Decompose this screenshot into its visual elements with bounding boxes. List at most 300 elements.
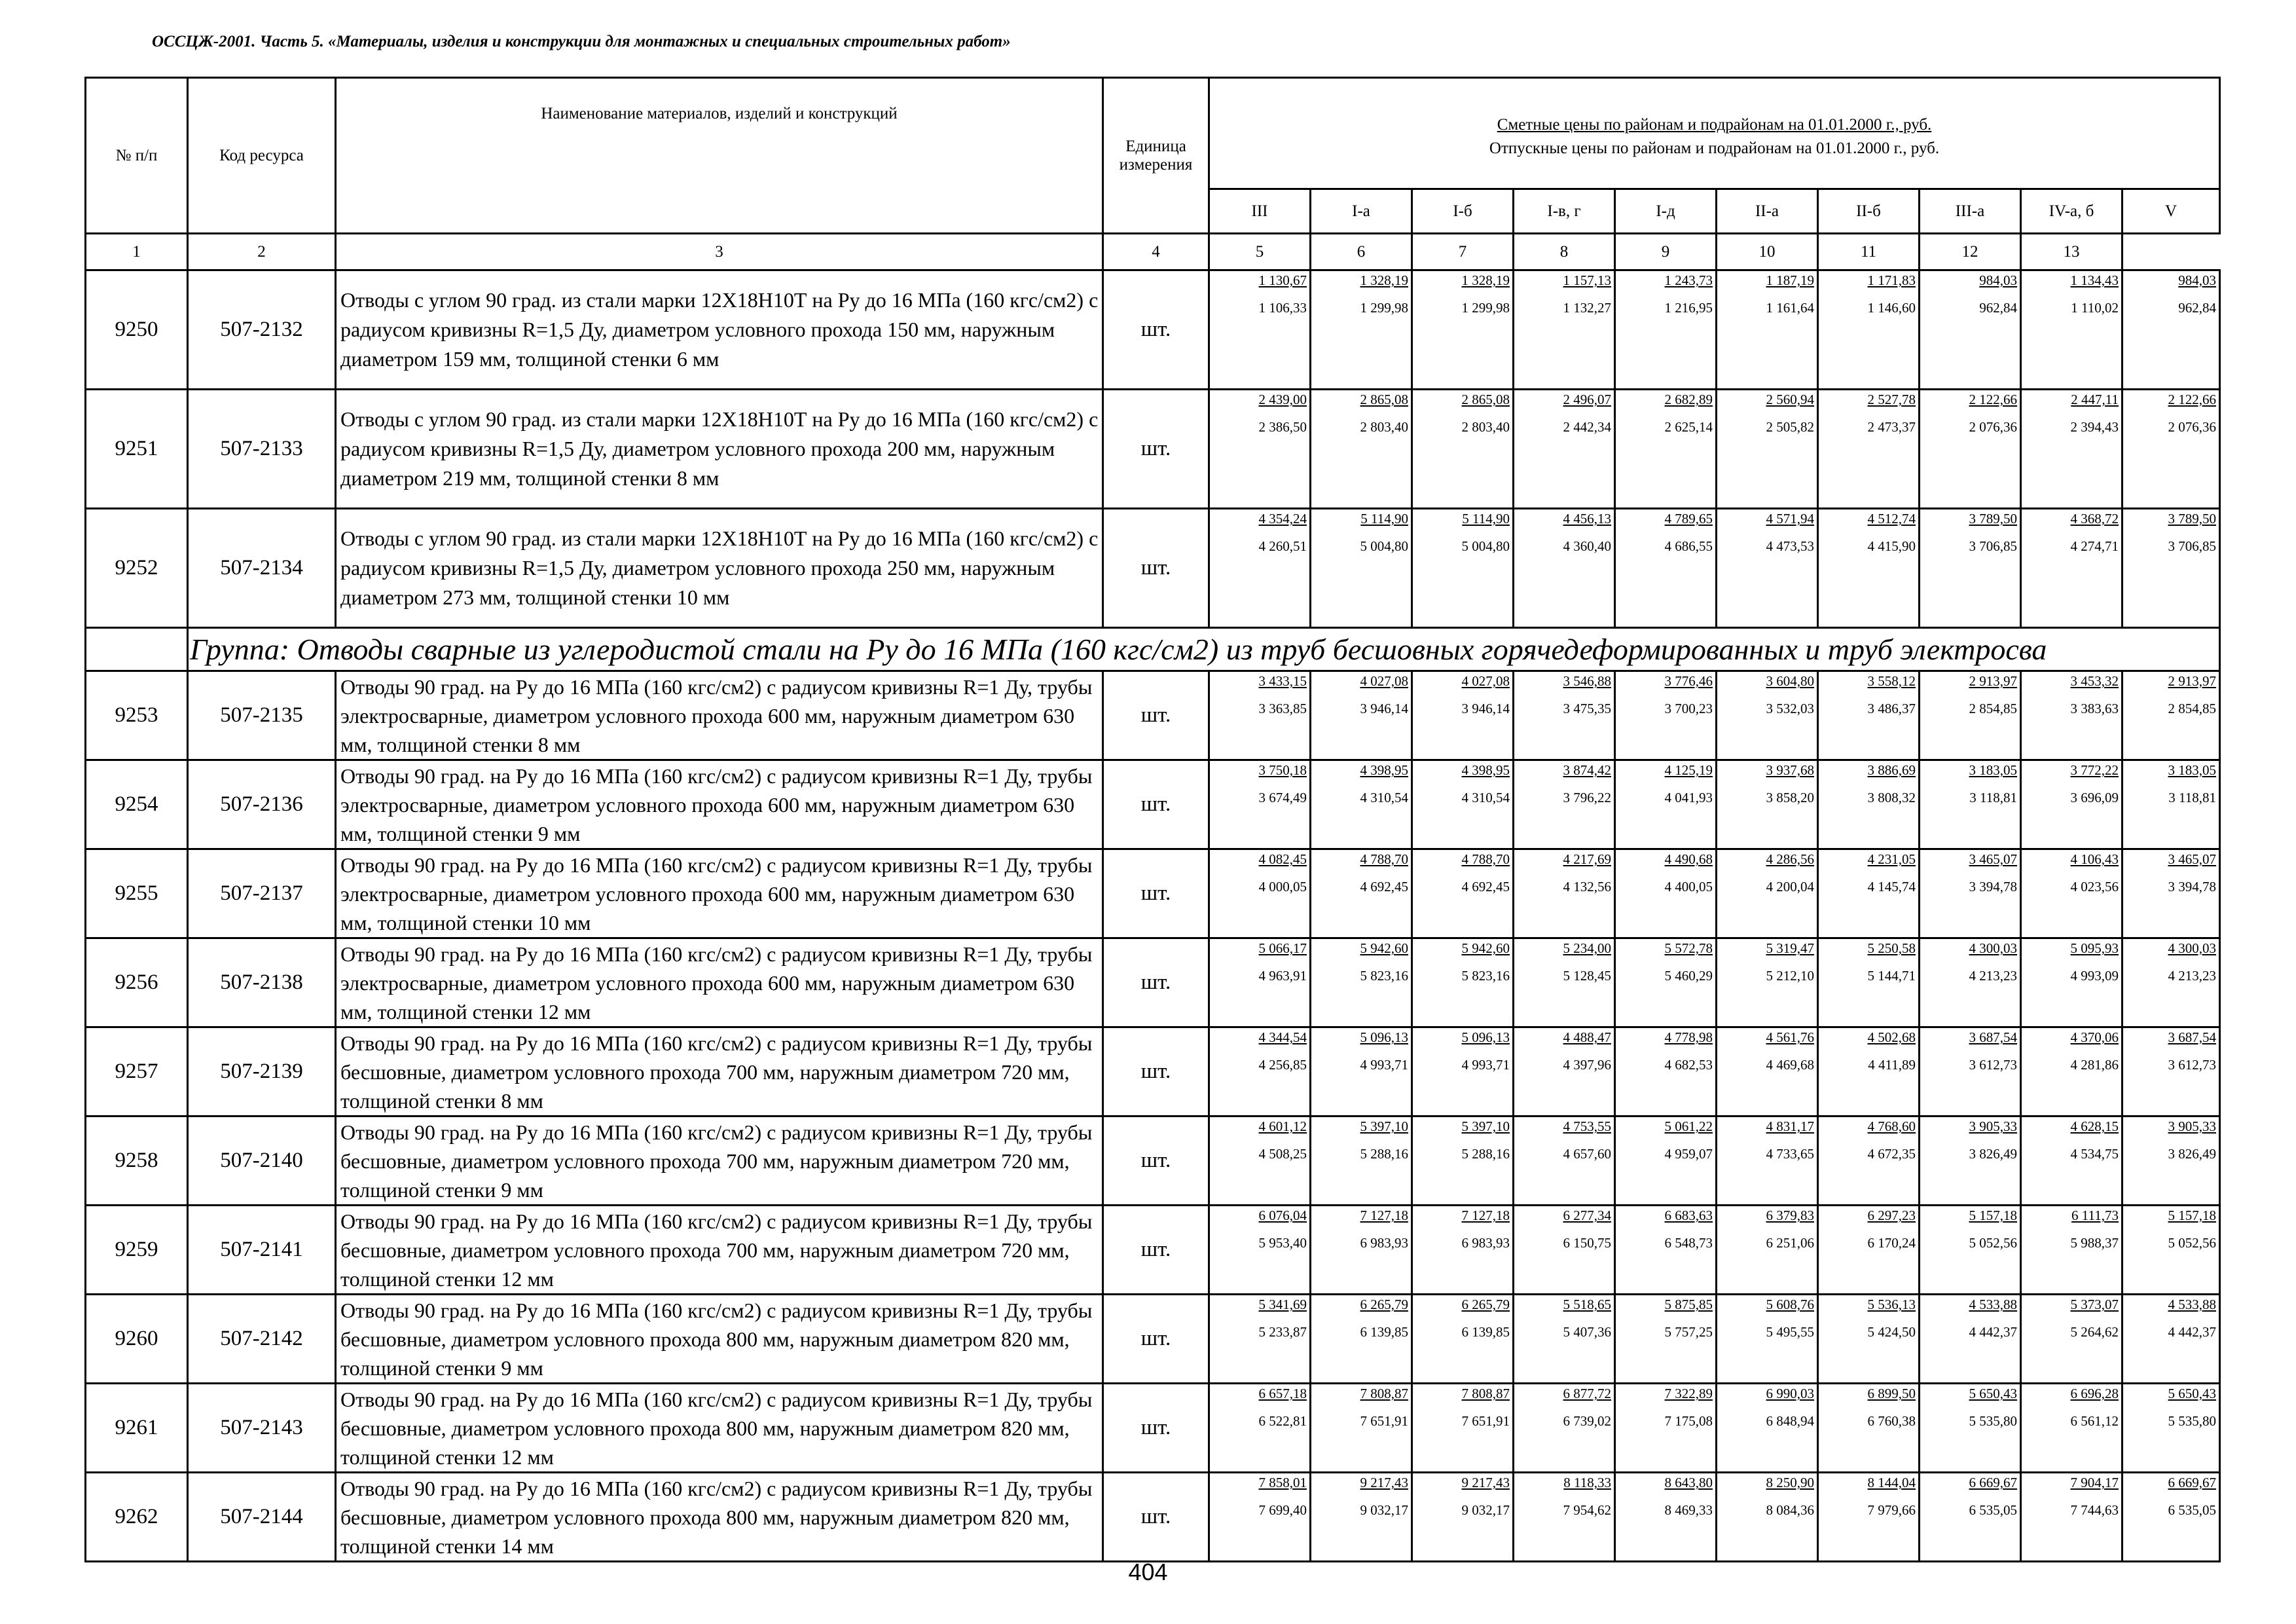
- price-cell: [1209, 1384, 1311, 1473]
- table-row: [86, 849, 2220, 938]
- release-price: 3 612,73: [1969, 1057, 2017, 1073]
- release-price: 4 682,53: [1664, 1057, 1713, 1073]
- price-cell: [1209, 938, 1311, 1027]
- estimated-price: 4 027,08: [1360, 673, 1408, 689]
- estimated-price: 4 125,19: [1664, 762, 1713, 778]
- region-header: I-д: [1615, 189, 1717, 234]
- estimated-price: 984,03: [2178, 272, 2217, 288]
- price-cell: [1412, 390, 1514, 509]
- release-price: 4 213,23: [1969, 968, 2017, 984]
- price-cell: [1615, 849, 1717, 938]
- release-price: 6 170,24: [1867, 1235, 1916, 1251]
- release-price: 1 132,27: [1563, 300, 1611, 316]
- estimated-price: 5 373,07: [2070, 1297, 2119, 1312]
- estimated-price: 6 899,50: [1867, 1386, 1916, 1401]
- column-number-row: [86, 234, 2220, 270]
- table-row: [86, 390, 2220, 509]
- price-cell: [1209, 760, 1311, 849]
- price-cell: [1209, 671, 1311, 760]
- unit-of-measure: шт.: [1103, 1295, 1209, 1384]
- estimated-price: 3 453,32: [2070, 673, 2119, 689]
- price-cell: [2123, 938, 2220, 1027]
- release-price: 6 139,85: [1461, 1324, 1510, 1340]
- column-number: 9: [1615, 234, 1717, 270]
- release-price: 6 561,12: [2070, 1413, 2119, 1429]
- material-name: Отводы 90 град. на Ру до 16 МПа (160 кгс/см2) с радиусом кривизны R=1 Ду, трубы электросварные, диаметром условного прохода 600 мм, наружным диаметром 630 мм, толщиной стенки 9 мм: [336, 760, 1103, 849]
- release-price: 2 473,37: [1867, 419, 1916, 435]
- release-price: 1 299,98: [1360, 300, 1408, 316]
- unit-of-measure: шт.: [1103, 1206, 1209, 1295]
- release-price: 4 281,86: [2070, 1057, 2119, 1073]
- estimated-price: 4 571,94: [1766, 511, 1814, 526]
- table-row: [86, 1384, 2220, 1473]
- col-header-unit: Единица измерения: [1103, 78, 1209, 234]
- resource-code: 507-2136: [188, 760, 336, 849]
- estimated-price: 2 496,07: [1563, 392, 1611, 407]
- price-cell: [1412, 671, 1514, 760]
- release-price: 1 161,64: [1766, 300, 1814, 316]
- estimated-price: 3 750,18: [1258, 762, 1307, 778]
- estimated-price: 4 106,43: [2070, 851, 2119, 867]
- price-cell: [1717, 849, 1818, 938]
- price-cell: [1818, 849, 1920, 938]
- release-price: 3 383,63: [2070, 701, 2119, 716]
- estimated-price: 3 772,22: [2070, 762, 2119, 778]
- price-cell: [1514, 1384, 1615, 1473]
- price-cell: [1920, 1027, 2021, 1116]
- release-price: 5 424,50: [1867, 1324, 1916, 1340]
- estimated-price: 6 669,67: [1969, 1475, 2017, 1490]
- price-cell: [1514, 760, 1615, 849]
- resource-code: 507-2133: [188, 390, 336, 509]
- estimated-price: 6 265,79: [1360, 1297, 1408, 1312]
- release-price: 4 993,09: [2070, 968, 2119, 984]
- price-cell: [1311, 1116, 1412, 1206]
- region-header: V: [2123, 189, 2220, 234]
- release-price: 3 118,81: [2168, 790, 2217, 805]
- release-price: 3 532,03: [1766, 701, 1814, 716]
- price-cell: [2021, 938, 2123, 1027]
- price-cell: [1311, 1473, 1412, 1562]
- estimated-price: 1 171,83: [1867, 272, 1916, 288]
- region-header: III-а: [1920, 189, 2021, 234]
- release-price: 5 004,80: [1461, 538, 1510, 554]
- release-price: 3 706,85: [2168, 538, 2217, 554]
- price-cell: [1717, 1206, 1818, 1295]
- price-cell: [2021, 671, 2123, 760]
- region-header: I-в, г: [1514, 189, 1615, 234]
- price-cell: [1311, 1295, 1412, 1384]
- price-cell: [1818, 1206, 1920, 1295]
- release-price: 4 692,45: [1360, 879, 1408, 895]
- price-cell: [1514, 938, 1615, 1027]
- price-cell: [1717, 509, 1818, 628]
- estimated-price: 7 858,01: [1258, 1475, 1307, 1490]
- price-cell: [1514, 1116, 1615, 1206]
- price-cell: [2021, 1384, 2123, 1473]
- release-price: 4 686,55: [1664, 538, 1713, 554]
- price-cell: [1514, 671, 1615, 760]
- price-cell: [1311, 509, 1412, 628]
- price-cell: [1818, 671, 1920, 760]
- resource-code: 507-2140: [188, 1116, 336, 1206]
- estimated-price: 9 217,43: [1360, 1475, 1408, 1490]
- release-price: 1 106,33: [1258, 300, 1307, 316]
- price-cell: [1818, 509, 1920, 628]
- estimated-price: 2 447,11: [2071, 392, 2119, 407]
- price-cell: [1311, 671, 1412, 760]
- release-price: 4 508,25: [1258, 1146, 1307, 1162]
- release-price: 3 394,78: [1969, 879, 2017, 895]
- price-cell: [1818, 1295, 1920, 1384]
- row-number: 9250: [86, 270, 188, 390]
- estimated-price: 6 657,18: [1258, 1386, 1307, 1401]
- price-cell: [2021, 270, 2123, 390]
- estimated-price: 2 913,97: [2168, 673, 2217, 689]
- estimated-price: 4 344,54: [1258, 1029, 1307, 1045]
- estimated-price: 5 157,18: [1969, 1208, 2017, 1223]
- price-cell: [2123, 671, 2220, 760]
- estimated-price: 4 789,65: [1664, 511, 1713, 526]
- estimated-price: 6 990,03: [1766, 1386, 1814, 1401]
- material-name: Отводы 90 град. на Ру до 16 МПа (160 кгс/см2) с радиусом кривизны R=1 Ду, трубы бесшовные, диаметром условного прохода 800 мм, наружным диаметром 820 мм, толщиной стенки 12 мм: [336, 1384, 1103, 1473]
- price-cell: [1818, 1116, 1920, 1206]
- release-price: 7 744,63: [2070, 1502, 2119, 1518]
- region-header: III: [1209, 189, 1311, 234]
- estimated-price: 4 286,56: [1766, 851, 1814, 867]
- estimated-price: 5 234,00: [1563, 940, 1611, 956]
- release-price: 2 505,82: [1766, 419, 1814, 435]
- price-cell: [2021, 509, 2123, 628]
- release-price: 3 394,78: [2168, 879, 2217, 895]
- price-cell: [2123, 1116, 2220, 1206]
- unit-of-measure: шт.: [1103, 390, 1209, 509]
- col-header-name: Наименование материалов, изделий и конструкций: [336, 78, 1103, 234]
- release-price: 2 076,36: [2168, 419, 2217, 435]
- price-cell: [1615, 1473, 1717, 1562]
- price-cell: [1412, 509, 1514, 628]
- estimated-price: 1 328,19: [1360, 272, 1408, 288]
- price-cell: [2123, 1027, 2220, 1116]
- group-row: [86, 628, 2220, 671]
- estimated-price: 5 157,18: [2168, 1208, 2217, 1223]
- table-row: [86, 1206, 2220, 1295]
- estimated-price: 4 231,05: [1867, 851, 1916, 867]
- price-cell: [1311, 1027, 1412, 1116]
- price-cell: [2123, 509, 2220, 628]
- material-name: Отводы 90 град. на Ру до 16 МПа (160 кгс/см2) с радиусом кривизны R=1 Ду, трубы бесшовные, диаметром условного прохода 700 мм, наружным диаметром 720 мм, толщиной стенки 9 мм: [336, 1116, 1103, 1206]
- price-cell: [1514, 390, 1615, 509]
- price-cell: [1615, 1384, 1717, 1473]
- row-number: 9251: [86, 390, 188, 509]
- price-cell: [1311, 1206, 1412, 1295]
- price-cell: [1920, 760, 2021, 849]
- release-price: 5 144,71: [1867, 968, 1916, 984]
- estimated-price: 4 398,95: [1360, 762, 1408, 778]
- column-number: 1: [86, 234, 188, 270]
- release-price: 9 032,17: [1461, 1502, 1510, 1518]
- material-name: Отводы 90 град. на Ру до 16 МПа (160 кгс/см2) с радиусом кривизны R=1 Ду, трубы бесшовные, диаметром условного прохода 800 мм, наружным диаметром 820 мм, толщиной стенки 9 мм: [336, 1295, 1103, 1384]
- price-cell: [2123, 760, 2220, 849]
- release-price: 7 651,91: [1461, 1413, 1510, 1429]
- col-header-code: Код ресурса: [188, 78, 336, 234]
- price-cell: [1514, 509, 1615, 628]
- column-number: 12: [1920, 234, 2021, 270]
- price-cell: [1615, 938, 1717, 1027]
- release-price: 2 442,34: [1563, 419, 1611, 435]
- prices-release-label: Отпускные цены по районам и подрайонам на 01.01.2000 г., руб.: [1489, 139, 1940, 157]
- price-cell: [2021, 1473, 2123, 1562]
- release-price: 1 110,02: [2071, 300, 2119, 316]
- release-price: 5 052,56: [2168, 1235, 2217, 1251]
- estimated-price: 7 322,89: [1664, 1386, 1713, 1401]
- price-cell: [1920, 849, 2021, 938]
- material-name: Отводы 90 град. на Ру до 16 МПа (160 кгс/см2) с радиусом кривизны R=1 Ду, трубы электросварные, диаметром условного прохода 600 мм, наружным диаметром 630 мм, толщиной стенки 8 мм: [336, 671, 1103, 760]
- prices-estimated-label: Сметные цены по районам и подрайонам на 01.01.2000 г., руб.: [1497, 115, 1932, 134]
- price-cell: [1311, 390, 1412, 509]
- release-price: 4 469,68: [1766, 1057, 1814, 1073]
- price-cell: [1818, 1473, 1920, 1562]
- price-cell: [1311, 938, 1412, 1027]
- estimated-price: 2 122,66: [2168, 392, 2217, 407]
- estimated-price: 2 122,66: [1969, 392, 2017, 407]
- release-price: 4 959,07: [1664, 1146, 1713, 1162]
- price-cell: [1209, 1206, 1311, 1295]
- release-price: 4 400,05: [1664, 879, 1713, 895]
- estimated-price: 4 601,12: [1258, 1118, 1307, 1134]
- release-price: 5 212,10: [1766, 968, 1814, 984]
- release-price: 2 854,85: [2168, 701, 2217, 716]
- estimated-price: 4 456,13: [1563, 511, 1611, 526]
- column-number: 3: [336, 234, 1103, 270]
- release-price: 5 953,40: [1258, 1235, 1307, 1251]
- resource-code: 507-2135: [188, 671, 336, 760]
- price-table: [84, 77, 2221, 1562]
- release-price: 5 823,16: [1360, 968, 1408, 984]
- estimated-price: 4 628,15: [2070, 1118, 2119, 1134]
- release-price: 6 548,73: [1664, 1235, 1713, 1251]
- release-price: 3 796,22: [1563, 790, 1611, 805]
- release-price: 4 132,56: [1563, 879, 1611, 895]
- resource-code: 507-2137: [188, 849, 336, 938]
- release-price: 1 216,95: [1664, 300, 1713, 316]
- price-cell: [1311, 849, 1412, 938]
- price-cell: [1920, 938, 2021, 1027]
- col-header-num: № п/п: [86, 78, 188, 234]
- estimated-price: 4 788,70: [1360, 851, 1408, 867]
- price-cell: [1514, 849, 1615, 938]
- price-cell: [1920, 509, 2021, 628]
- release-price: 3 486,37: [1867, 701, 1916, 716]
- release-price: 3 118,81: [1969, 790, 2017, 805]
- estimated-price: 6 277,34: [1563, 1208, 1611, 1223]
- price-cell: [1920, 671, 2021, 760]
- release-price: 4 200,04: [1766, 879, 1814, 895]
- estimated-price: 3 776,46: [1664, 673, 1713, 689]
- price-cell: [2021, 1116, 2123, 1206]
- release-price: 2 803,40: [1360, 419, 1408, 435]
- estimated-price: 4 490,68: [1664, 851, 1713, 867]
- material-name: Отводы с углом 90 град. из стали марки 12Х18Н10Т на Ру до 16 МПа (160 кгс/см2) с радиусом кривизны R=1,5 Ду, диаметром условного прохода 200 мм, наружным диаметром 219 мм, толщиной стенки 8 мм: [336, 390, 1103, 509]
- estimated-price: 5 096,13: [1360, 1029, 1408, 1045]
- estimated-price: 5 061,22: [1664, 1118, 1713, 1134]
- estimated-price: 3 905,33: [2168, 1118, 2217, 1134]
- price-cell: [1717, 1116, 1818, 1206]
- estimated-price: 3 687,54: [1969, 1029, 2017, 1045]
- row-number: 9261: [86, 1384, 188, 1473]
- price-cell: [1412, 1473, 1514, 1562]
- price-cell: [1209, 270, 1311, 390]
- estimated-price: 4 082,45: [1258, 851, 1307, 867]
- price-cell: [2021, 849, 2123, 938]
- release-price: 6 848,94: [1766, 1413, 1814, 1429]
- release-price: 1 299,98: [1461, 300, 1510, 316]
- estimated-price: 5 114,90: [1360, 511, 1408, 526]
- release-price: 3 858,20: [1766, 790, 1814, 805]
- unit-of-measure: шт.: [1103, 760, 1209, 849]
- release-price: 4 360,40: [1563, 538, 1611, 554]
- unit-of-measure: шт.: [1103, 1116, 1209, 1206]
- resource-code: 507-2143: [188, 1384, 336, 1473]
- estimated-price: 1 187,19: [1766, 272, 1814, 288]
- release-price: 6 139,85: [1360, 1324, 1408, 1340]
- estimated-price: 4 768,60: [1867, 1118, 1916, 1134]
- price-cell: [1717, 1295, 1818, 1384]
- release-price: 8 084,36: [1766, 1502, 1814, 1518]
- estimated-price: 3 604,80: [1766, 673, 1814, 689]
- price-cell: [1412, 270, 1514, 390]
- price-cell: [1514, 1295, 1615, 1384]
- price-cell: [1311, 760, 1412, 849]
- estimated-price: 2 865,08: [1461, 392, 1510, 407]
- column-number: 11: [1818, 234, 1920, 270]
- estimated-price: 1 157,13: [1563, 272, 1611, 288]
- estimated-price: 3 546,88: [1563, 673, 1611, 689]
- price-cell: [2021, 1206, 2123, 1295]
- estimated-price: 5 250,58: [1867, 940, 1916, 956]
- release-price: 3 696,09: [2070, 790, 2119, 805]
- release-price: 3 808,32: [1867, 790, 1916, 805]
- price-cell: [1920, 270, 2021, 390]
- release-price: 6 150,75: [1563, 1235, 1611, 1251]
- release-price: 5 233,87: [1258, 1324, 1307, 1340]
- unit-of-measure: шт.: [1103, 509, 1209, 628]
- price-cell: [1412, 1384, 1514, 1473]
- estimated-price: 7 904,17: [2070, 1475, 2119, 1490]
- table-row: [86, 1295, 2220, 1384]
- price-cell: [1818, 1384, 1920, 1473]
- resource-code: 507-2134: [188, 509, 336, 628]
- estimated-price: 3 465,07: [2168, 851, 2217, 867]
- resource-code: 507-2139: [188, 1027, 336, 1116]
- release-price: 7 979,66: [1867, 1502, 1916, 1518]
- estimated-price: 5 875,85: [1664, 1297, 1713, 1312]
- price-cell: [1920, 1473, 2021, 1562]
- release-price: 4 310,54: [1360, 790, 1408, 805]
- estimated-price: 6 111,73: [2071, 1208, 2119, 1223]
- document-header: ОССЦЖ-2001. Часть 5. «Материалы, изделия и конструкции для монтажных и специальных строительных работ»: [152, 33, 1011, 50]
- price-cell: [1615, 270, 1717, 390]
- estimated-price: 4 488,47: [1563, 1029, 1611, 1045]
- price-cell: [1818, 270, 1920, 390]
- price-cell: [1818, 1027, 1920, 1116]
- unit-of-measure: шт.: [1103, 1027, 1209, 1116]
- price-cell: [1514, 1027, 1615, 1116]
- estimated-price: 5 341,69: [1258, 1297, 1307, 1312]
- price-cell: [1615, 509, 1717, 628]
- estimated-price: 1 134,43: [2070, 272, 2119, 288]
- row-number: 9252: [86, 509, 188, 628]
- estimated-price: 6 669,67: [2168, 1475, 2217, 1490]
- release-price: 7 175,08: [1664, 1413, 1713, 1429]
- release-price: 4 145,74: [1867, 879, 1916, 895]
- estimated-price: 5 066,17: [1258, 940, 1307, 956]
- estimated-price: 4 561,76: [1766, 1029, 1814, 1045]
- release-price: 5 128,45: [1563, 968, 1611, 984]
- price-cell: [1818, 390, 1920, 509]
- column-number: 8: [1514, 234, 1615, 270]
- estimated-price: 3 789,50: [2168, 511, 2217, 526]
- price-cell: [1920, 1206, 2021, 1295]
- estimated-price: 5 397,10: [1360, 1118, 1408, 1134]
- material-name: Отводы с углом 90 град. из стали марки 12Х18Н10Т на Ру до 16 МПа (160 кгс/см2) с радиусом кривизны R=1,5 Ду, диаметром условного прохода 150 мм, наружным диаметром 159 мм, толщиной стенки 6 мм: [336, 270, 1103, 390]
- release-price: 4 657,60: [1563, 1146, 1611, 1162]
- price-cell: [2021, 1295, 2123, 1384]
- row-number: 9257: [86, 1027, 188, 1116]
- estimated-price: 2 682,89: [1664, 392, 1713, 407]
- price-cell: [1514, 1206, 1615, 1295]
- release-price: 5 407,36: [1563, 1324, 1611, 1340]
- estimated-price: 3 886,69: [1867, 762, 1916, 778]
- price-cell: [2021, 760, 2123, 849]
- release-price: 2 076,36: [1969, 419, 2017, 435]
- table-row: [86, 1473, 2220, 1562]
- release-price: 3 706,85: [1969, 538, 2017, 554]
- release-price: 4 733,65: [1766, 1146, 1814, 1162]
- resource-code: 507-2142: [188, 1295, 336, 1384]
- column-number: 2: [188, 234, 336, 270]
- column-number: 13: [2021, 234, 2123, 270]
- estimated-price: 2 865,08: [1360, 392, 1408, 407]
- release-price: 6 251,06: [1766, 1235, 1814, 1251]
- release-price: 5 757,25: [1664, 1324, 1713, 1340]
- estimated-price: 984,03: [1979, 272, 2017, 288]
- release-price: 4 397,96: [1563, 1057, 1611, 1073]
- release-price: 5 052,56: [1969, 1235, 2017, 1251]
- price-cell: [1615, 671, 1717, 760]
- release-price: 2 625,14: [1664, 419, 1713, 435]
- price-cell: [2123, 390, 2220, 509]
- page-number: 404: [1128, 1559, 1168, 1585]
- release-price: 6 983,93: [1360, 1235, 1408, 1251]
- region-header: IV-а, б: [2021, 189, 2123, 234]
- release-price: 5 460,29: [1664, 968, 1713, 984]
- estimated-price: 6 696,28: [2070, 1386, 2119, 1401]
- release-price: 4 000,05: [1258, 879, 1307, 895]
- price-cell: [1717, 390, 1818, 509]
- price-cell: [2123, 1384, 2220, 1473]
- unit-of-measure: шт.: [1103, 849, 1209, 938]
- release-price: 4 023,56: [2070, 879, 2119, 895]
- price-cell: [1311, 270, 1412, 390]
- group-title: Группа: Отводы сварные из углеродистой стали на Ру до 16 МПа (160 кгс/см2) из труб бесшовных горячедеформированных и труб электросва: [188, 628, 2220, 671]
- estimated-price: 5 114,90: [1462, 511, 1510, 526]
- release-price: 7 954,62: [1563, 1502, 1611, 1518]
- price-cell: [1412, 1027, 1514, 1116]
- estimated-price: 3 874,42: [1563, 762, 1611, 778]
- resource-code: 507-2141: [188, 1206, 336, 1295]
- estimated-price: 7 808,87: [1461, 1386, 1510, 1401]
